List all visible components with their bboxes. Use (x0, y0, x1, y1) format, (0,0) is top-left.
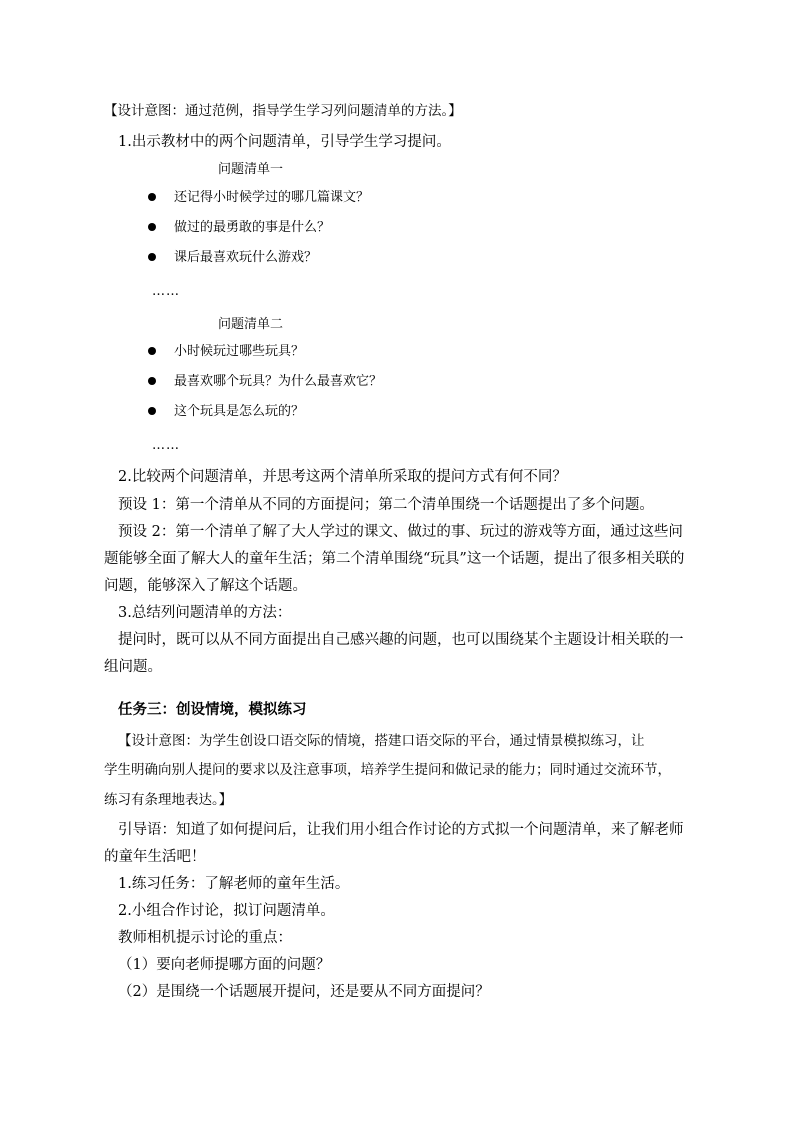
list-1-title: 问题清单一 (218, 162, 284, 177)
list-1-ellipsis: …… (152, 284, 180, 299)
task-3-heading: 任务三：创设情境，模拟练习 (118, 701, 307, 718)
summary-line-1: 提问时，既可以从不同方面提出自己感兴趣的问题，也可以围绕某个主题设计相关联的一 (118, 632, 684, 648)
step-2-compare: 2.比较两个问题清单，并思考这两个清单所采取的提问方式有何不同？ (118, 469, 567, 485)
bullet-icon (148, 253, 156, 261)
step-1-show-lists: 1.出示教材中的两个问题清单，引导学生学习提问。 (118, 134, 451, 150)
step-3-summary: 3.总结列问题清单的方法： (118, 605, 292, 621)
practice-step-1: 1.练习任务：了解老师的童年生活。 (118, 876, 350, 892)
guide-line-1: 引导语：知道了如何提问后，让我们用小组合作讨论的方式拟一个问题清单，来了解老师 (118, 822, 684, 838)
discussion-question-2: （2）是围绕一个话题展开提问，还是要从不同方面提问？ (118, 984, 490, 1000)
bullet-icon (148, 377, 156, 385)
practice-step-2: 2.小组合作讨论，拟订问题清单。 (118, 903, 335, 919)
list-1-item: 做过的最勇敢的事是什么？ (148, 218, 330, 238)
list-2-item: 这个玩具是怎么玩的？ (148, 402, 304, 422)
design-intent-3-line-2: 学生明确向别人提问的要求以及注意事项，培养学生提问和做记录的能力；同时通过交流环节， (104, 762, 671, 778)
bullet-icon (148, 193, 156, 201)
guide-line-2: 的童年生活吧！ (104, 849, 206, 865)
list-2-item: 最喜欢哪个玩具？为什么最喜欢它？ (148, 372, 382, 392)
bullet-icon (148, 407, 156, 415)
bullet-icon (148, 223, 156, 231)
design-intent-3-line-1: 【设计意图：为学生创设口语交际的情境，搭建口语交际的平台，通过情景模拟练习，让 (118, 733, 645, 749)
preset-1: 预设 1：第一个清单从不同的方面提问；第二个清单围绕一个话题提出了多个问题。 (118, 497, 654, 513)
summary-line-2: 组问题。 (104, 659, 162, 675)
list-2-ellipsis: …… (152, 438, 180, 453)
list-2-item: 小时候玩过哪些玩具？ (148, 342, 304, 362)
discussion-question-1: （1）要向老师提哪方面的问题？ (118, 957, 331, 973)
list-1-item: 还记得小时候学过的哪几篇课文？ (148, 188, 369, 208)
teacher-prompt: 教师相机提示讨论的重点： (118, 930, 292, 946)
list-1-item: 课后最喜欢玩什么游戏？ (148, 248, 317, 268)
list-2-title: 问题清单二 (218, 317, 284, 332)
design-intent-3-line-3: 练习有条理地表达。】 (104, 792, 233, 808)
design-intent-2: 【设计意图：通过范例，指导学生学习列问题清单的方法。】 (104, 103, 462, 119)
bullet-icon (148, 347, 156, 355)
preset-2-line-2: 题能够全面了解大人的童年生活；第二个清单围绕“玩具”这一个话题，提出了很多相关联的 (104, 551, 685, 567)
preset-2-line-1: 预设 2：第一个清单了解了大人学过的课文、做过的事、玩过的游戏等方面，通过这些问 (118, 524, 683, 540)
preset-2-line-3: 问题，能够深入了解这个话题。 (104, 578, 307, 594)
